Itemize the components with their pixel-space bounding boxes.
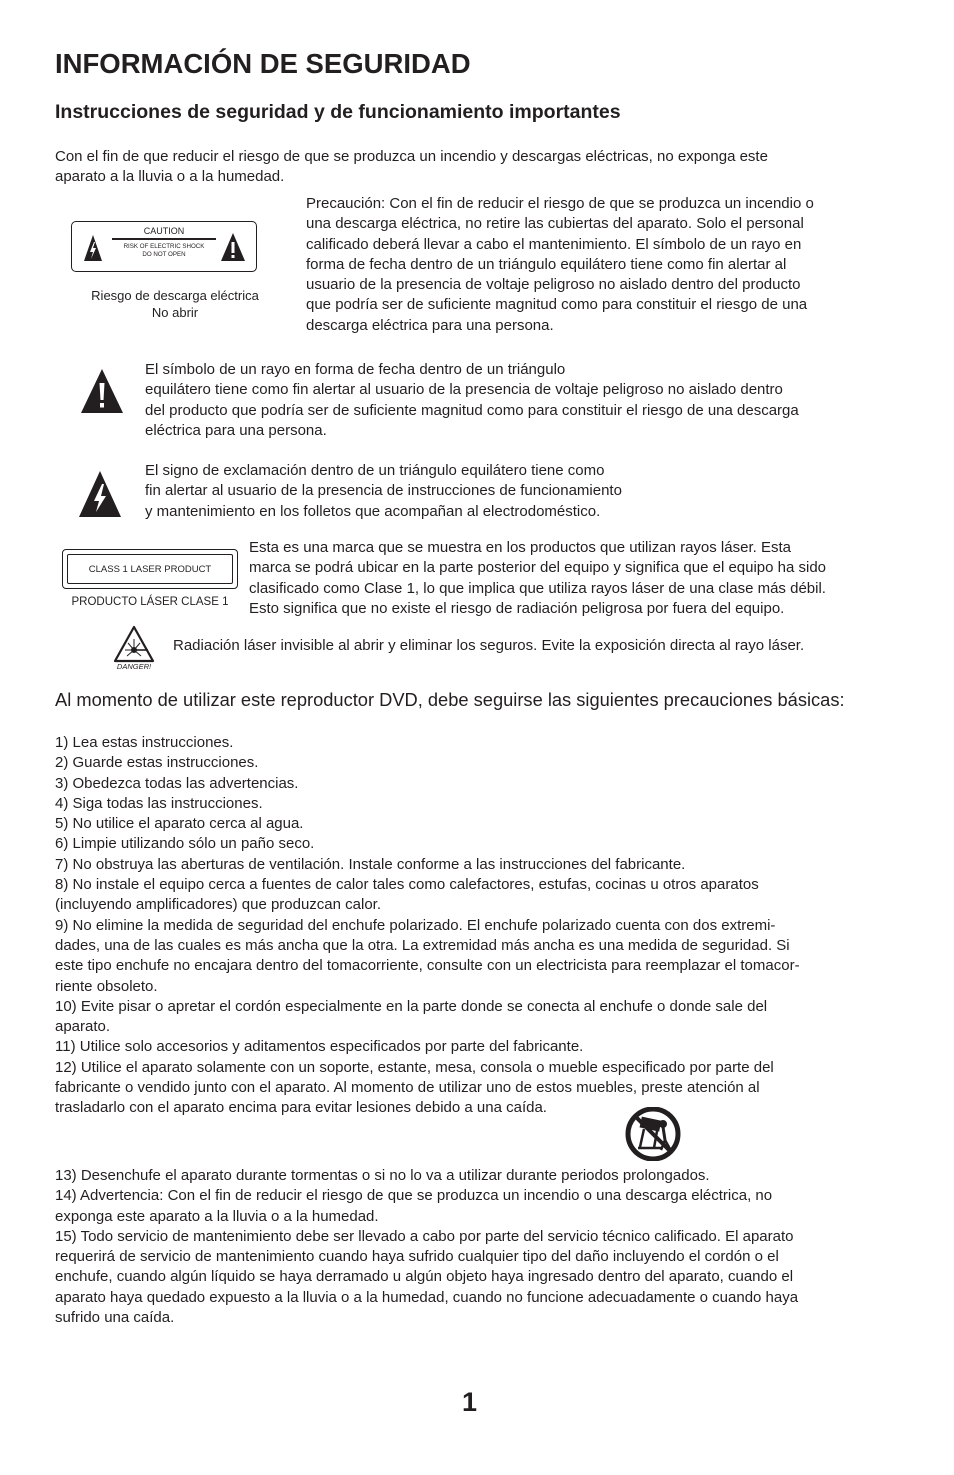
- symbol2-line: y mantenimiento en los folletos que acompañan al electrodoméstico.: [145, 502, 601, 520]
- caution-subtext-line: RISK OF ELECTRIC SHOCK: [123, 243, 205, 250]
- instructions-list: [55, 733, 800, 1119]
- lightning-triangle-icon: [78, 470, 122, 518]
- laser-product-label: [62, 549, 238, 589]
- intro-line: aparato a la lluvia o a la humedad.: [55, 168, 285, 186]
- list-item: sufrido una caída.: [55, 1309, 175, 1327]
- list-item: dades, una de las cuales es más ancha que la otra. La extremidad más ancha es una medida de seguridad. Si: [55, 936, 790, 954]
- list-item: trasladarlo con el aparato encima para evitar lesiones debido a una caída.: [55, 1099, 547, 1117]
- list-item: 4) Siga todas las instrucciones.: [55, 794, 263, 812]
- intro-line: Con el fin de que reducir el riesgo de que se produzca un incendio y descargas eléctricas, no exponga este: [55, 148, 768, 165]
- list-item: 5) No utilice el aparato cerca al agua.: [55, 815, 304, 833]
- list-item: 9) No elimine la medida de seguridad del enchufe polarizado. El enchufe polarizado cuenta con dos extremi-: [55, 916, 776, 934]
- list-item: requerirá de servicio de mantenimiento cuando haya sufrido cualquier tipo del daño incluyendo el cordón o el: [55, 1248, 779, 1266]
- precautions-heading: Al momento de utilizar este reproductor DVD, debe seguirse las siguientes precauciones básicas:: [55, 689, 845, 710]
- caution-subtext-line: DO NOT OPEN: [142, 251, 186, 258]
- list-item: aparato.: [55, 1018, 111, 1036]
- list-item: 10) Evite pisar o apretar el cordón especialmente en la parte donde se conecta al enchufe o donde sale del: [55, 997, 768, 1015]
- list-item: 1) Lea estas instrucciones.: [55, 734, 234, 751]
- precaution-line: usuario de la presencia de voltaje peligroso no aislado dentro del producto: [306, 276, 801, 294]
- intro-paragraph: [55, 147, 768, 188]
- laser-product-label-text: CLASS 1 LASER PRODUCT: [67, 554, 233, 584]
- lightning-triangle-icon: [83, 234, 103, 262]
- list-item: exponga este aparato a la lluvia o a la humedad.: [55, 1207, 379, 1225]
- precaution-paragraph: [306, 194, 814, 336]
- caution-caption-line: No abrir: [151, 305, 199, 320]
- page-number: 1: [462, 1387, 478, 1417]
- cart-tipover-warning-icon: [624, 1107, 682, 1161]
- symbol1-paragraph: [145, 360, 799, 441]
- symbol1-line: eléctrica para una persona.: [145, 421, 327, 439]
- list-item: riente obsoleto.: [55, 977, 158, 995]
- page-subtitle: Instrucciones de seguridad y de funcionamiento importantes: [55, 101, 621, 123]
- exclamation-triangle-icon: [220, 232, 246, 262]
- caution-caption: [71, 287, 279, 321]
- precaution-line: que podría ser de suficiente magnitud como para constituir el riesgo de una: [306, 296, 808, 314]
- symbol1-line: equilátero tiene como fin alertar al usuario de la presencia de voltaje peligroso no aislado dentro: [145, 381, 783, 399]
- list-item: 14) Advertencia: Con el fin de reducir el riesgo de que se produzca un incendio o una descarga eléctrica, no: [55, 1187, 773, 1205]
- page-title: INFORMACIÓN DE SEGURIDAD: [55, 48, 471, 79]
- list-item: aparato haya quedado expuesto a la lluvia o a la humedad, cuando no funcione adecuadamente o cuando haya: [55, 1288, 799, 1306]
- list-item: 6) Limpie utilizando sólo un paño seco.: [55, 835, 315, 853]
- caution-caption-line: Riesgo de descarga eléctrica: [91, 288, 259, 303]
- list-item: este tipo enchufe no encajara dentro del tomacorriente, consulte con un electricista para reemplazar el tomacor-: [55, 957, 800, 975]
- laser-line: marca se podrá ubicar en la parte posterior del equipo y significa que el equipo ha sido: [249, 559, 827, 577]
- danger-label: DANGER!: [116, 662, 152, 671]
- laser-line: clasificado como Clase 1, lo que implica que utiliza rayos láser de una clase más débil.: [249, 579, 826, 597]
- list-item: 13) Desenchufe el aparato durante tormentas o si no lo va a utilizar durante periodos prolongados.: [55, 1167, 710, 1184]
- precaution-line: descarga eléctrica para una persona.: [306, 316, 554, 334]
- instructions-list-continued: [55, 1166, 798, 1328]
- caution-subtext: [110, 243, 218, 259]
- laser-line: Esta es una marca que se muestra en los productos que utilizan rayos láser. Esta: [249, 539, 791, 556]
- laser-line: Esto significa que no existe el riesgo de radiación peligrosa por fuera del equipo.: [249, 599, 785, 617]
- symbol2-line: El signo de exclamación dentro de un triángulo equilátero tiene como: [145, 462, 605, 479]
- caution-heading: CAUTION: [143, 226, 185, 236]
- laser-paragraph: [249, 538, 826, 619]
- precaution-line: forma de fecha dentro de un triángulo equilátero tiene como fin alertar al: [306, 255, 787, 273]
- list-item: fabricante o vendido junto con el aparato. Al momento de utilizar uno de estos muebles, preste atención al: [55, 1079, 760, 1097]
- radiation-text: Radiación láser invisible al abrir y eliminar los seguros. Evite la exposición directa al rayo láser.: [173, 637, 805, 654]
- list-item: (incluyendo amplificadores) que produzcan calor.: [55, 896, 382, 914]
- list-item: 3) Obedezca todas las advertencias.: [55, 774, 299, 792]
- laser-radiation-icon: [112, 625, 156, 665]
- list-item: 11) Utilice solo accesorios y aditamentos especificados por parte del fabricante.: [55, 1038, 584, 1056]
- caution-label: [71, 221, 257, 272]
- precaution-line: Precaución: Con el fin de reducir el riesgo de que se produzca un incendio o: [306, 195, 814, 212]
- exclamation-triangle-icon: [80, 368, 124, 414]
- caution-divider: [112, 238, 216, 240]
- list-item: 2) Guarde estas instrucciones.: [55, 754, 259, 772]
- list-item: enchufe, cuando algún líquido se haya derramado u algún objeto haya ingresado dentro del aparato, cuando el: [55, 1268, 794, 1286]
- list-item: 8) No instale el equipo cerca a fuentes de calor tales como calefactores, estufas, cocinas u otros aparatos: [55, 876, 759, 894]
- precaution-line: una descarga eléctrica, no retire las cubiertas del aparato. Solo el personal: [306, 215, 804, 233]
- laser-warning-sign: [112, 625, 156, 675]
- list-item: 7) No obstruya las aberturas de ventilación. Instale conforme a las instrucciones del fabricante.: [55, 855, 686, 873]
- list-item: 15) Todo servicio de mantenimiento debe ser llevado a cabo por parte del servicio técnico calificado. El aparato: [55, 1227, 794, 1245]
- list-item: 12) Utilice el aparato solamente con un soporte, estante, mesa, consola o mueble especificado por parte del: [55, 1058, 774, 1076]
- precaution-line: calificado deberá llevar a cabo el mantenimiento. El símbolo de un rayo en: [306, 235, 802, 253]
- symbol1-line: del producto que podría ser de suficiente magnitud como para constituir el riesgo de una descarga: [145, 401, 799, 419]
- laser-caption: PRODUCTO LÁSER CLASE 1: [71, 596, 229, 608]
- symbol2-paragraph: [145, 461, 622, 522]
- symbol2-line: fin alertar al usuario de la presencia de instrucciones de funcionamiento: [145, 482, 622, 500]
- symbol1-line: El símbolo de un rayo en forma de fecha dentro de un triángulo: [145, 361, 566, 378]
